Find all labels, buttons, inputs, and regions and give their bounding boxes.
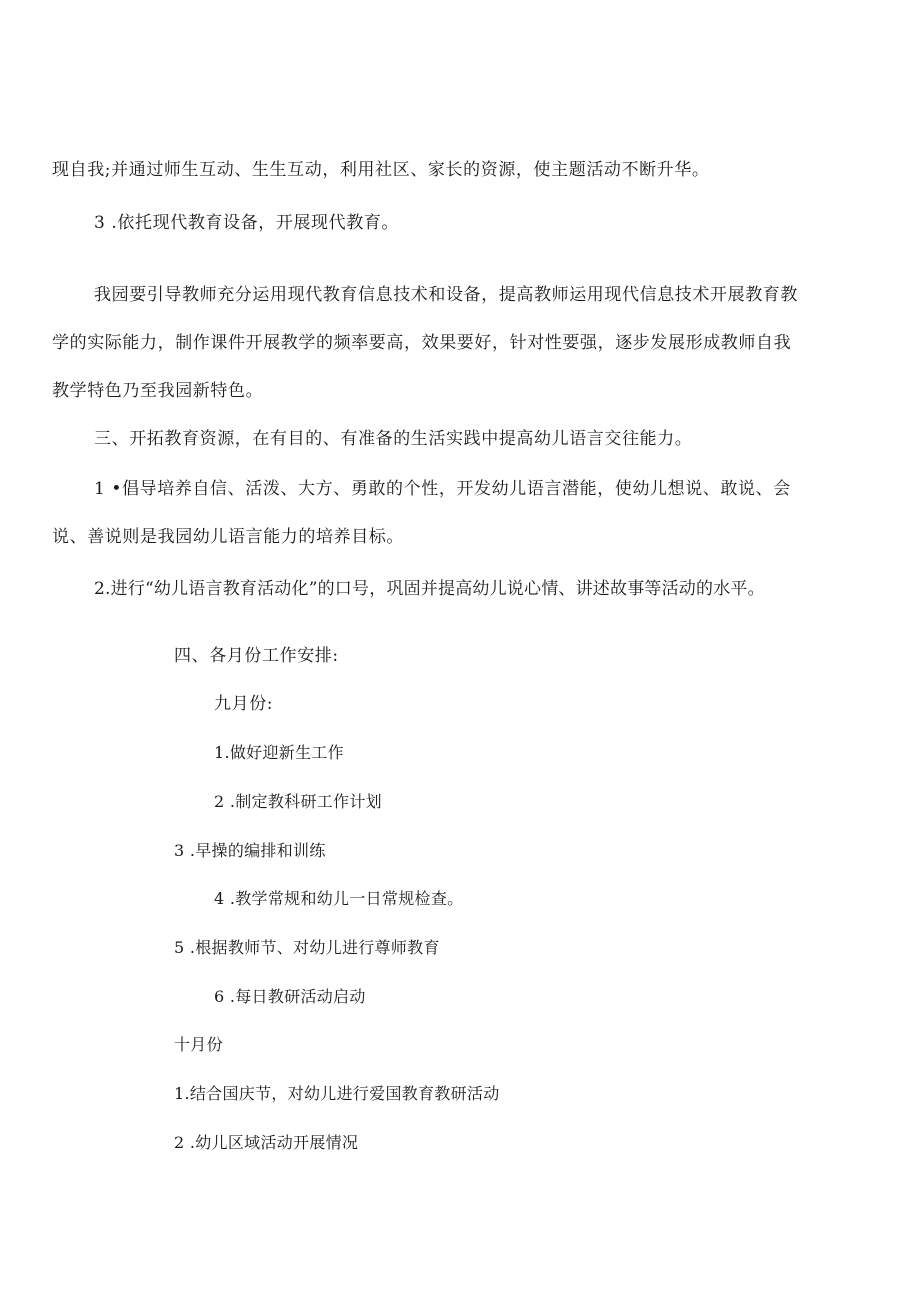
paragraph-line: 现自我;并通过师生互动、生生互动，利用社区、家长的资源，使主题活动不断升华。	[52, 160, 710, 180]
paragraph-line: 说、善说则是我园幼儿语言能力的培养目标。	[52, 527, 404, 547]
list-item: 1 •倡导培养自信、活泼、大方、勇敢的个性，开发幼儿语言潜能，使幼儿想说、敢说、会	[94, 479, 791, 499]
list-item: 1.结合国庆节，对幼儿进行爱国教育教研活动	[174, 1084, 500, 1103]
list-item: 3 .早操的编排和训练	[174, 841, 326, 860]
list-item: 2.进行“幼儿语言教育活动化”的口号，巩固并提高幼儿说心情、讲述故事等活动的水平。	[94, 579, 765, 599]
list-item: 6 .每日教研活动启动	[214, 987, 366, 1006]
section-heading: 三、开拓教育资源，在有目的、有准备的生活实践中提高幼儿语言交往能力。	[94, 429, 693, 449]
list-item: 5 .根据教师节、对幼儿进行尊师教育	[174, 938, 440, 957]
list-item: 3 .依托现代教育设备，开展现代教育。	[94, 213, 400, 233]
section-heading: 四、各月份工作安排:	[174, 646, 339, 666]
list-item: 4 .教学常规和幼儿一日常规检查。	[214, 889, 464, 908]
paragraph-line: 教学特色乃至我园新特色。	[52, 381, 264, 401]
list-item: 1.做好迎新生工作	[214, 743, 344, 762]
list-item: 2 .幼儿区域活动开展情况	[174, 1133, 359, 1152]
month-heading: 九月份:	[214, 694, 274, 714]
list-item: 2 .制定教科研工作计划	[214, 792, 382, 811]
month-heading: 十月份	[174, 1035, 223, 1054]
paragraph-line: 我园要引导教师充分运用现代教育信息技术和设备，提高教师运用现代信息技术开展教育教	[94, 285, 798, 305]
paragraph-line: 学的实际能力，制作课件开展教学的频率要高，效果要好，针对性要强，逐步发展形成教师自我	[52, 333, 792, 353]
